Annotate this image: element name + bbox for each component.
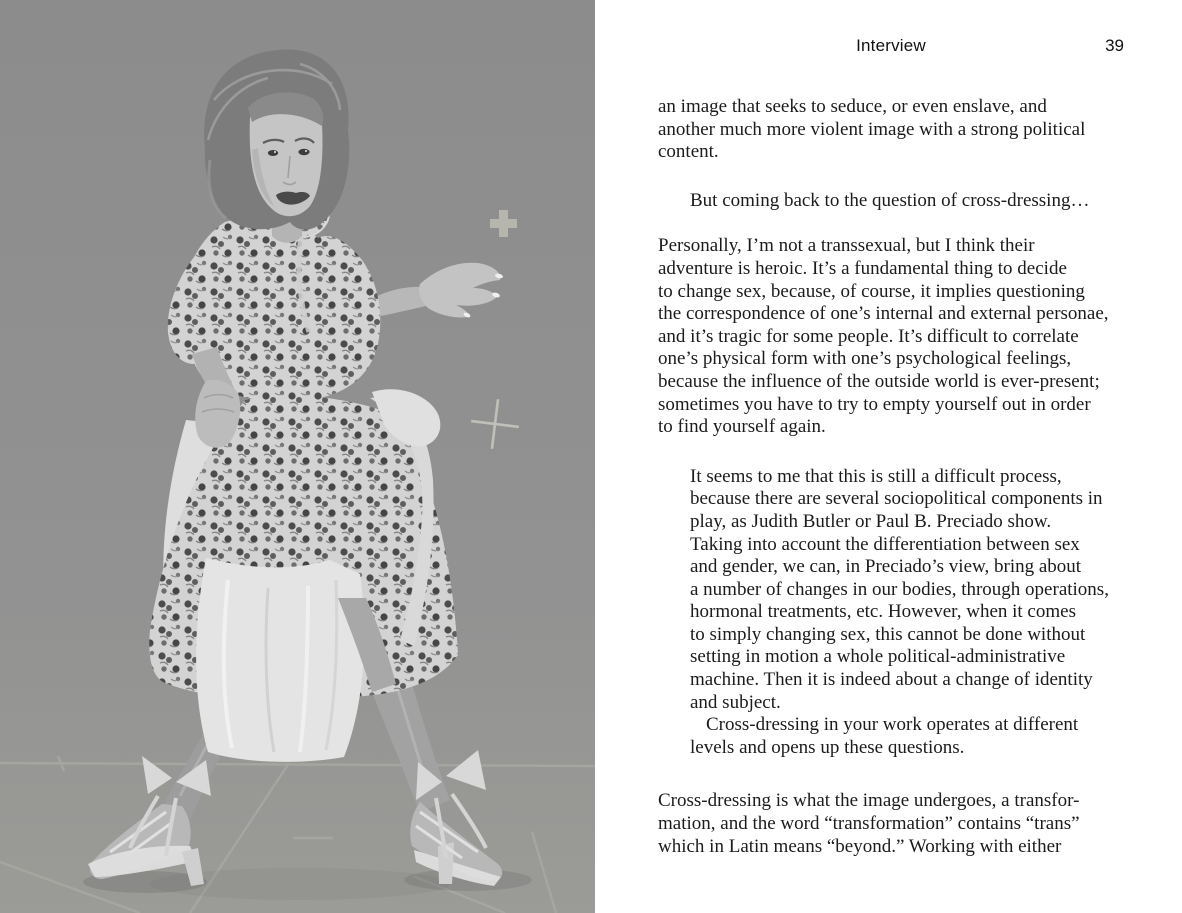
text-line: one’s physical form with one’s psychological feelings, bbox=[658, 348, 1072, 370]
text-line: and gender, we can, in Preciado’s view, bring about bbox=[690, 556, 1082, 578]
text-line: content. bbox=[658, 141, 719, 163]
satin-slip bbox=[196, 558, 364, 762]
text-line: because the influence of the outside world is ever-present; bbox=[658, 370, 1100, 392]
text-line: and subject. bbox=[690, 691, 781, 713]
interviewer-question bbox=[658, 466, 1124, 760]
text-line: to simply changing sex, this cannot be done without bbox=[690, 623, 1086, 645]
text-line: Taking into account the differentiation between sex bbox=[690, 533, 1080, 555]
text-line: an image that seeks to seduce, or even enslave, and bbox=[658, 96, 1047, 117]
text-line: to find yourself again. bbox=[658, 416, 826, 438]
text-line: because there are several sociopolitical components in bbox=[690, 488, 1103, 510]
text-line: It seems to me that this is still a difficult process, bbox=[690, 465, 1062, 487]
text-line: hormonal treatments, etc. However, when it comes bbox=[690, 601, 1076, 623]
interviewee-answer bbox=[658, 96, 1124, 164]
text-line: to change sex, because, of course, it implies questioning bbox=[658, 280, 1085, 302]
page-header bbox=[658, 36, 1124, 56]
interview-text bbox=[658, 96, 1124, 858]
text-line: sometimes you have to try to empty yourself out in order bbox=[658, 393, 1091, 415]
text-line: a number of changes in our bodies, through operations, bbox=[690, 578, 1109, 600]
eye-left bbox=[268, 150, 278, 156]
text-line: adventure is heroic. It’s a fundamental thing to decide bbox=[658, 257, 1067, 279]
page-number: 39 bbox=[1105, 36, 1124, 55]
text-line: mation, and the word “transformation” contains “trans” bbox=[658, 813, 1080, 835]
interviewer-question bbox=[658, 190, 1124, 213]
text-line: levels and opens up these questions. bbox=[690, 736, 965, 758]
text-line: Cross-dressing is what the image undergoes, a transfor- bbox=[658, 790, 1080, 812]
text-line: play, as Judith Butler or Paul B. Preciado show. bbox=[690, 510, 1052, 532]
text-line: But coming back to the question of cross-dressing… bbox=[690, 189, 1090, 211]
text-line: which in Latin means “beyond.” Working with either bbox=[658, 835, 1062, 857]
text-line: the correspondence of one’s internal and external personae, bbox=[658, 303, 1109, 325]
running-head: Interview bbox=[856, 36, 926, 55]
interviewee-answer bbox=[658, 235, 1124, 438]
text-line: and it’s tragic for some people. It’s difficult to correlate bbox=[658, 325, 1079, 347]
text-line: Personally, I’m not a transsexual, but I think their bbox=[658, 235, 1035, 257]
eye-right bbox=[298, 149, 309, 155]
text-page bbox=[595, 0, 1182, 913]
text-line: setting in motion a whole political-administrative bbox=[690, 646, 1066, 668]
text-line: Cross-dressing in your work operates at different bbox=[706, 714, 1079, 736]
text-line: another much more violent image with a strong political bbox=[658, 118, 1086, 140]
text-line: machine. Then it is indeed about a change of identity bbox=[690, 669, 1093, 691]
interviewee-answer bbox=[658, 790, 1124, 858]
